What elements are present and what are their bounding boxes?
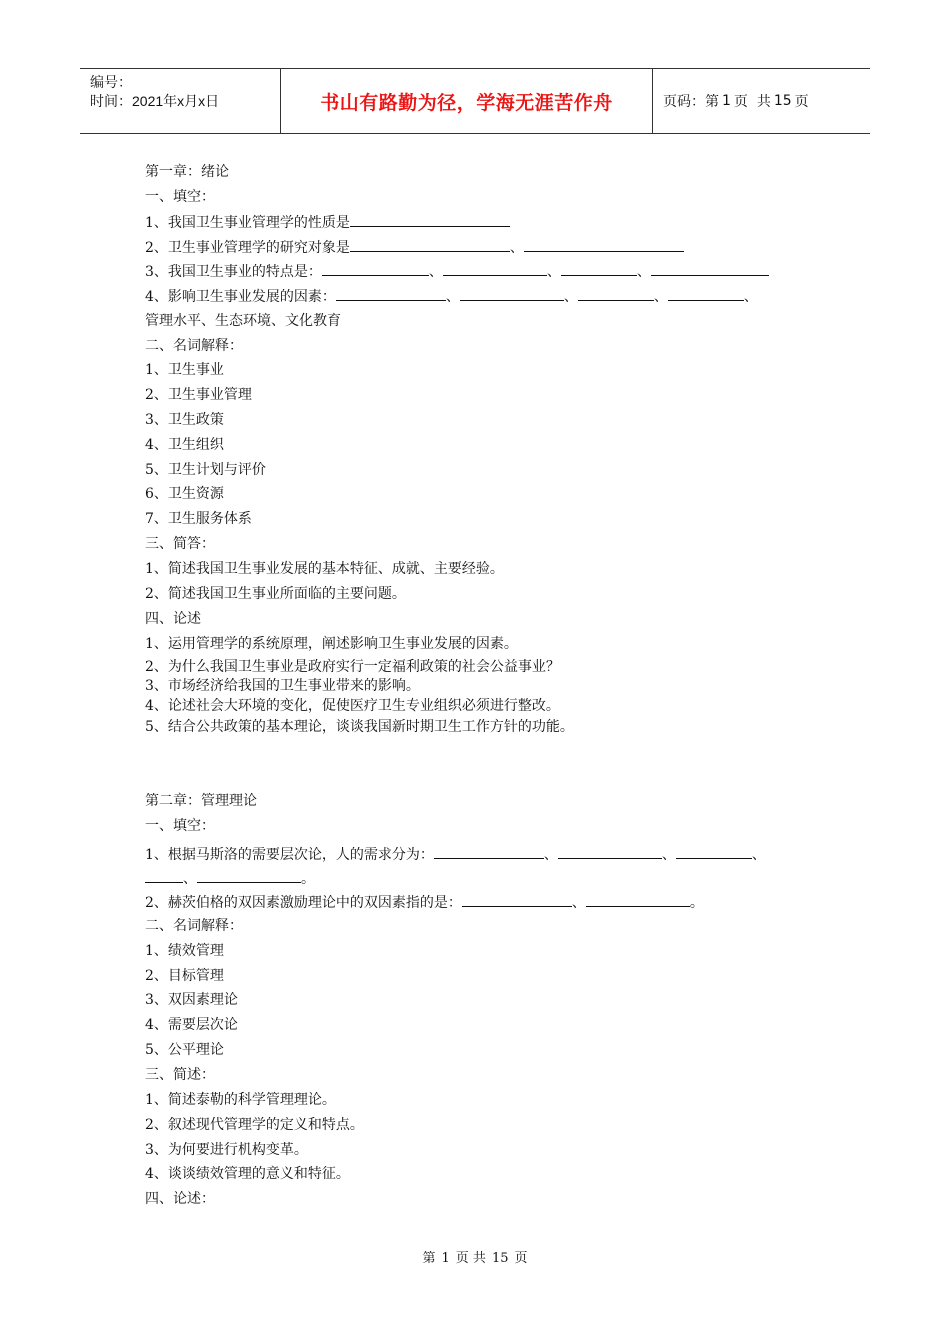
ch1-essay-question: 2、为什么我国卫生事业是政府实行一定福利政策的社会公益事业？ [145,659,560,675]
answer-blank[interactable] [676,844,752,859]
document-header [80,68,870,134]
page-suffix: 页 [794,94,809,110]
ch1-essay-question: 1、运用管理学的系统原理，阐述影响卫生事业发展的因素。 [145,636,518,652]
answer-blank[interactable] [145,868,183,883]
ch2-term: 1、绩效管理 [145,943,224,959]
ch2-section-short: 三、简述： [145,1067,215,1083]
ch1-q3: 3、我国卫生事业的特点是： 、 、 、 [145,261,769,282]
answer-blank[interactable] [350,237,510,252]
ch2-term: 5、公平理论 [145,1042,224,1058]
answer-blank[interactable] [350,212,510,227]
answer-blank[interactable] [434,844,544,859]
ch1-essay-question: 5、结合公共政策的基本理论，谈谈我国新时期卫生工作方针的功能。 [145,719,574,735]
chapter-2-title: 第二章：管理理论 [145,793,257,809]
header-meta [80,69,281,133]
ch1-q1: 1、我国卫生事业管理学的性质是 [145,212,510,233]
ch1-short-question: 2、简述我国卫生事业所面临的主要问题。 [145,586,406,602]
answer-blank[interactable] [561,261,637,276]
number-label: 编号： [90,74,132,90]
ch2-section-fill: 一、填空： [145,818,215,834]
ch2-short-question: 3、为何要进行机构变革。 [145,1142,308,1158]
ch1-q4-cont: 管理水平、生态环境、文化教育 [145,313,341,329]
ch2-term: 2、目标管理 [145,968,224,984]
answer-blank[interactable] [668,286,744,301]
footer-mid: 页 共 [455,1251,486,1266]
answer-blank[interactable] [460,286,564,301]
ch1-short-question: 1、简述我国卫生事业发展的基本特征、成就、主要经验。 [145,561,504,577]
ch1-term: 4、卫生组织 [145,437,224,453]
page-mid: 页 共 [733,94,771,110]
page-current: 1 [722,93,731,109]
answer-blank[interactable] [462,892,572,907]
ch1-term: 2、卫生事业管理 [145,387,252,403]
answer-blank[interactable] [336,286,446,301]
header-page-info [653,69,870,133]
ch1-term: 1、卫生事业 [145,362,224,378]
page-footer [0,1247,950,1266]
ch1-section-terms: 二、名词解释： [145,338,243,354]
answer-blank[interactable] [524,237,684,252]
header-motto: 书山有路勤为径，学海无涯苦作舟 [281,69,653,133]
time-label: 时间：2021年x月x日 [90,93,220,109]
ch2-q1-cont: 、 。 [145,868,315,889]
ch2-section-essay: 四、论述： [145,1191,215,1207]
answer-blank[interactable] [578,286,654,301]
ch1-section-fill: 一、填空： [145,189,215,205]
footer-suffix: 页 [514,1251,528,1266]
ch1-term: 6、卫生资源 [145,486,224,502]
chapter-1-title: 第一章：绪论 [145,164,229,180]
ch1-section-short: 三、简答： [145,536,215,552]
ch2-term: 4、需要层次论 [145,1017,238,1033]
ch2-short-question: 4、谈谈绩效管理的意义和特征。 [145,1166,350,1182]
ch1-term: 7、卫生服务体系 [145,511,252,527]
ch2-short-question: 2、叙述现代管理学的定义和特点。 [145,1117,364,1133]
ch1-term: 3、卫生政策 [145,412,224,428]
ch2-q1: 1、根据马斯洛的需要层次论，人的需求分为： 、 、 、 [145,844,766,865]
ch1-essay-question: 4、论述社会大环境的变化，促使医疗卫生专业组织必须进行整改。 [145,698,560,714]
footer-current: 1 [441,1251,450,1266]
ch1-term: 5、卫生计划与评价 [145,462,266,478]
page-prefix: 页码：第 [663,94,719,110]
answer-blank[interactable] [651,261,769,276]
answer-blank[interactable] [586,892,690,907]
ch2-term: 3、双因素理论 [145,992,238,1008]
answer-blank[interactable] [443,261,547,276]
footer-total: 15 [491,1251,509,1266]
ch1-q2: 2、卫生事业管理学的研究对象是 、 [145,237,684,258]
ch1-q4: 4、影响卫生事业发展的因素： 、 、 、 、 [145,286,758,307]
ch2-q2: 2、赫茨伯格的双因素激励理论中的双因素指的是： 、 。 [145,892,704,913]
ch1-essay-question: 3、市场经济给我国的卫生事业带来的影响。 [145,678,420,694]
answer-blank[interactable] [558,844,662,859]
page-total: 15 [773,93,792,109]
answer-blank[interactable] [322,261,429,276]
ch2-section-terms: 二、名词解释： [145,918,243,934]
footer-prefix: 第 [422,1251,436,1266]
answer-blank[interactable] [197,868,301,883]
ch1-section-essay: 四、论述 [145,611,201,627]
ch2-short-question: 1、简述泰勒的科学管理理论。 [145,1092,336,1108]
